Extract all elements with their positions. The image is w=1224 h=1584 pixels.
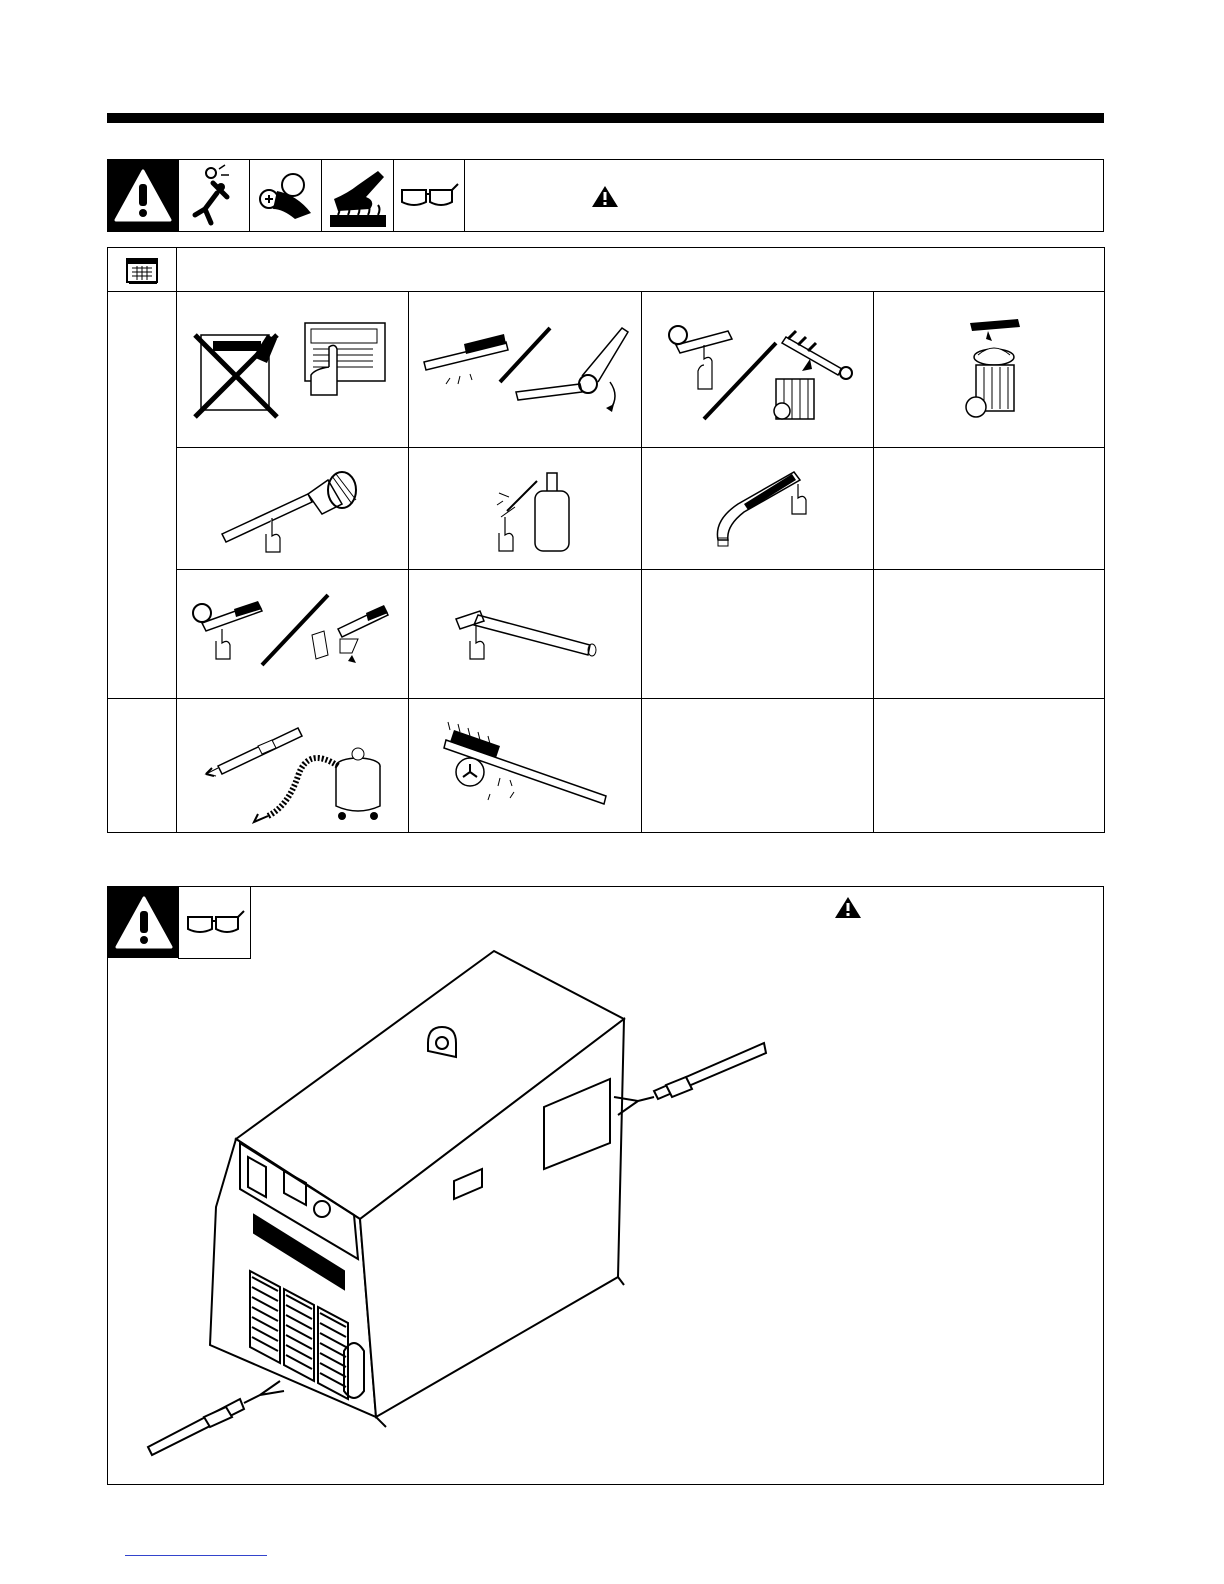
cable-tape-replace-icon <box>642 292 873 447</box>
section-header-bar <box>107 113 1104 123</box>
safety-glasses-icon <box>394 160 465 231</box>
moving-parts-icon <box>250 160 322 231</box>
blow-out-liner-vacuum-icon <box>177 699 408 832</box>
warning-triangle-icon <box>591 185 619 208</box>
warning-triangle-icon <box>108 160 179 231</box>
banner-text-area <box>465 160 1103 231</box>
warning-triangle-icon <box>834 896 862 919</box>
wire-brush-clean-icon <box>409 699 641 832</box>
gun-cable-tape-icon <box>177 570 408 698</box>
hot-parts-icon <box>322 160 394 231</box>
cleaning-section-frame <box>107 886 1104 1485</box>
calendar-icon <box>108 248 176 291</box>
oil-lubricate-icon <box>409 448 641 569</box>
electric-shock-icon <box>179 160 250 231</box>
footer-link-underline[interactable] <box>125 1555 267 1556</box>
drive-roll-inspect-icon <box>177 448 408 569</box>
wire-brush-and-wrench-icon <box>409 292 641 447</box>
gun-liner-icon <box>642 448 873 569</box>
gun-tube-inspect-icon <box>409 570 641 698</box>
damaged-label-replace-icon <box>177 292 408 447</box>
maintenance-hazard-banner <box>107 159 1104 232</box>
cable-discard-icon <box>874 292 1105 447</box>
maintenance-schedule-table <box>107 247 1105 833</box>
welding-machine-blow-out-icon <box>144 947 784 1477</box>
